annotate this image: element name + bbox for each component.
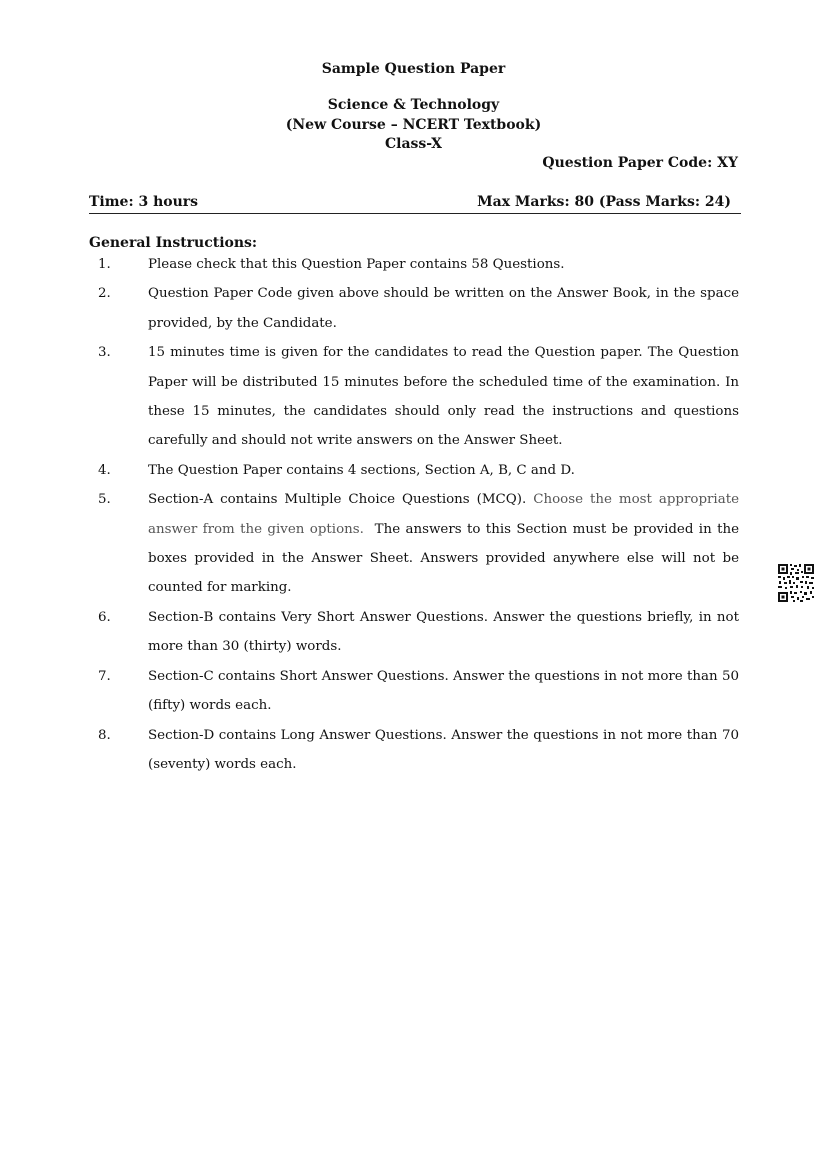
header-divider (89, 213, 741, 214)
instructions-list (89, 250, 744, 779)
instruction-text: 15 minutes time is given for the candidates to read the Question paper. The Question Paper will be distributed 15 minutes before the scheduled time of the examination. In these 15 minutes, the candidates should only read the instructions and questions carefully and should not write answers on the Answer Sheet. (148, 345, 739, 449)
instruction-text-highlight: Choose the most appropriate answer from the given options. (148, 492, 740, 537)
paper-title: Sample Question Paper (321, 61, 506, 77)
instruction-number: 6. (98, 609, 111, 625)
instruction-number: 8. (98, 727, 111, 743)
instruction-item (89, 662, 739, 721)
instruction-number: 2. (98, 286, 111, 302)
instruction-number: 4. (98, 462, 111, 478)
instruction-item (89, 721, 739, 780)
instruction-text (148, 485, 744, 603)
instruction-item (89, 456, 739, 485)
instruction-number: 5. (98, 492, 111, 508)
instruction-text: Section-C contains Short Answer Questions. Answer the questions in not more than 50 (fifty) words each. (148, 668, 739, 714)
instruction-text: Section-B contains Very Short Answer Questions. Answer the questions briefly, in not more than 30 (thirty) words. (148, 609, 739, 655)
exam-meta-row (89, 194, 739, 210)
exam-marks: Max Marks: 80 (Pass Marks: 24) (477, 194, 731, 210)
instruction-text: The Question Paper contains 4 sections, Section A, B, C and D. (148, 462, 575, 478)
instruction-number: 1. (98, 257, 111, 272)
instruction-item (89, 338, 739, 456)
instruction-text-part: The answers to this Section must be provided in the boxes provided in the Answer Sheet. Answers provided anywhere else will not be counted for marking. (148, 521, 744, 596)
qr-code-icon (777, 563, 815, 603)
class-title: Class-X (385, 136, 442, 152)
instruction-text: Section-D contains Long Answer Questions. Answer the questions in not more than 70 (seventy) words each. (148, 727, 739, 772)
paper-code: Question Paper Code: XY (542, 155, 738, 171)
instruction-number: 3. (98, 345, 111, 361)
instruction-item (89, 250, 739, 279)
subject-title: Science & Technology (327, 97, 500, 113)
instructions-heading: General Instructions: (89, 235, 258, 251)
course-title: (New Course – NCERT Textbook) (285, 117, 542, 133)
instruction-item (89, 279, 739, 338)
instruction-number: 7. (98, 668, 111, 684)
exam-time: Time: 3 hours (89, 194, 199, 210)
instruction-item (89, 485, 744, 603)
instruction-text: Please check that this Question Paper contains 58 Questions. (148, 257, 565, 272)
instruction-text-part: Section-A contains Multiple Choice Questions (MCQ). (148, 492, 534, 508)
instruction-text: Question Paper Code given above should be written on the Answer Book, in the space provided, by the Candidate. (148, 286, 739, 331)
instruction-item (89, 603, 739, 662)
